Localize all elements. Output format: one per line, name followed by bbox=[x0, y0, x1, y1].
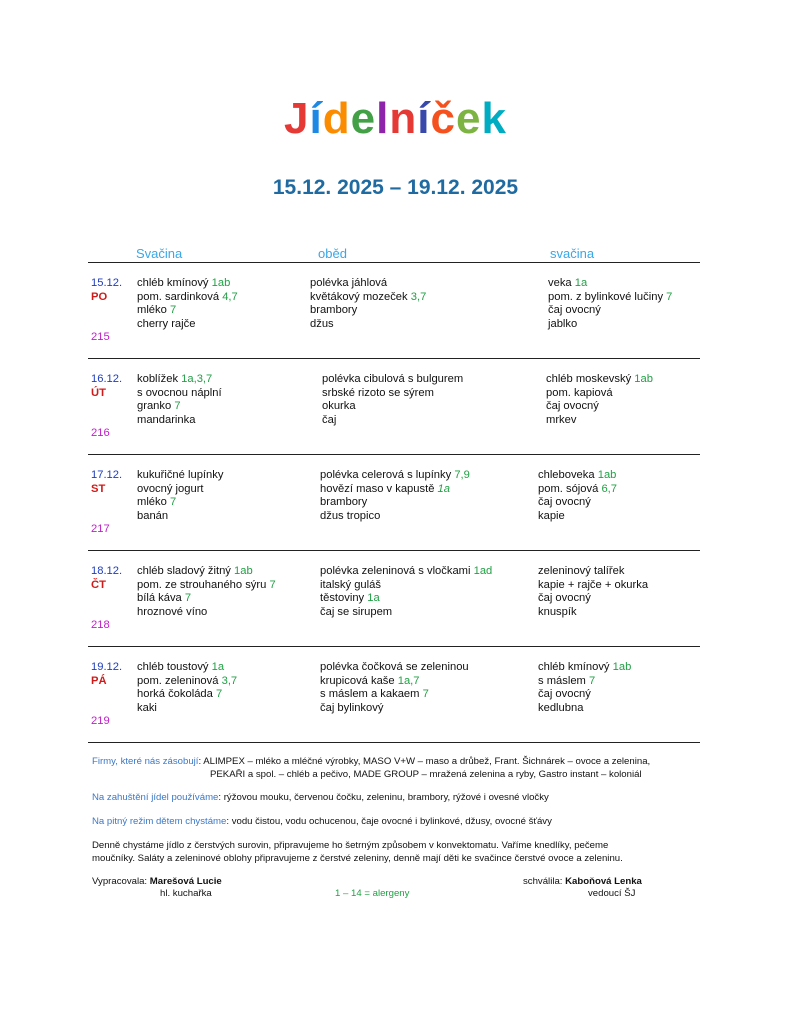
dish-name: mléko bbox=[137, 496, 170, 508]
dish-name: brambory bbox=[320, 496, 368, 508]
dish-name: polévka čočková se zeleninou bbox=[320, 661, 469, 673]
title-letter: č bbox=[430, 94, 456, 143]
menu-item bbox=[538, 510, 617, 524]
allergen-code: 7 bbox=[169, 496, 177, 508]
approved-by bbox=[523, 876, 642, 887]
dish-name: mléko bbox=[137, 304, 170, 316]
drinking-note bbox=[92, 815, 702, 828]
day-label bbox=[91, 277, 122, 345]
menu-item bbox=[548, 304, 672, 318]
afternoon-snack-column bbox=[538, 661, 631, 715]
lunch-column bbox=[320, 661, 469, 715]
day-index: 215 bbox=[91, 331, 110, 343]
menu-item bbox=[137, 496, 223, 510]
menu-item bbox=[322, 414, 463, 428]
allergen-code: 1ab bbox=[597, 469, 617, 481]
menu-item bbox=[137, 565, 276, 579]
dish-name: kaki bbox=[137, 701, 157, 714]
dish-name: květákový mozeček bbox=[310, 290, 411, 303]
dish-name: banán bbox=[137, 509, 169, 522]
menu-item bbox=[546, 373, 653, 387]
dish-name: čaj bbox=[322, 413, 337, 426]
menu-item bbox=[137, 373, 222, 387]
suppliers-note bbox=[92, 755, 702, 781]
menu-item bbox=[320, 469, 470, 483]
menu-item bbox=[310, 318, 426, 332]
column-header-lunch: oběd bbox=[318, 246, 347, 261]
thickening-note bbox=[92, 791, 702, 804]
drinking-text: : vodu čistou, vodu ochucenou, čaje ovocné i bylinkové, džusy, ovocné šťávy bbox=[226, 816, 552, 827]
dish-name: pom. kapiová bbox=[546, 386, 613, 399]
allergen-code: 7 bbox=[216, 688, 223, 700]
menu-item bbox=[546, 387, 653, 401]
dish-name: polévka zeleninová s vločkami bbox=[320, 565, 474, 577]
dish-name: čaj ovocný bbox=[538, 496, 591, 508]
dish-name: hovězí maso v kapustě bbox=[320, 482, 438, 495]
day-label bbox=[91, 661, 122, 729]
allergen-code: 1a bbox=[211, 661, 225, 673]
allergen-code: 1a bbox=[437, 482, 450, 495]
menu-item bbox=[137, 387, 222, 401]
menu-item bbox=[548, 277, 672, 291]
menu-item bbox=[137, 510, 223, 524]
row-divider bbox=[88, 454, 700, 455]
dish-name: čaj ovocný bbox=[538, 688, 591, 700]
allergen-code: 1ab bbox=[634, 373, 653, 385]
menu-item bbox=[548, 318, 672, 332]
allergen-code: 1ab bbox=[234, 565, 253, 577]
menu-item bbox=[310, 304, 426, 318]
menu-item bbox=[320, 483, 470, 497]
menu-item bbox=[322, 400, 463, 414]
menu-item bbox=[137, 661, 237, 675]
dish-name: chléb kmínový bbox=[137, 277, 212, 289]
allergen-code: 1a bbox=[367, 592, 380, 604]
menu-item bbox=[538, 483, 617, 497]
dish-name: horká čokoláda bbox=[137, 688, 216, 700]
allergen-code: 1ab bbox=[612, 661, 632, 673]
allergen-code: 7 bbox=[666, 290, 673, 303]
menu-item bbox=[322, 373, 463, 387]
dish-name: čaj bylinkový bbox=[320, 701, 384, 714]
dish-name: krupicová kaše bbox=[320, 674, 398, 687]
allergen-code: 1a bbox=[574, 277, 588, 289]
dish-name: s ovocnou náplní bbox=[137, 386, 222, 399]
dish-name: čaj se sirupem bbox=[320, 605, 393, 618]
date-range: 15.12. 2025 – 19.12. 2025 bbox=[272, 176, 519, 199]
allergen-code: 7 bbox=[169, 304, 177, 316]
dish-name: zeleninový talířek bbox=[538, 565, 625, 577]
dish-name: chleboveka bbox=[538, 469, 598, 481]
dish-name: těstoviny bbox=[320, 592, 368, 604]
day-abbr: PO bbox=[91, 290, 108, 303]
menu-item bbox=[137, 675, 237, 689]
dish-name: pom. zeleninová bbox=[137, 674, 222, 687]
morning-snack-column bbox=[137, 373, 222, 427]
menu-item bbox=[320, 675, 469, 689]
suppliers-text-2: PEKAŘI a spol. – chléb a pečivo, MADE GROUP – mražená zelenina a ryby, Gastro instant – koloniál bbox=[210, 769, 642, 780]
row-divider bbox=[88, 358, 700, 359]
dish-name: chléb sladový žitný bbox=[137, 565, 235, 577]
title-letter: k bbox=[481, 94, 507, 143]
row-divider bbox=[88, 550, 700, 551]
menu-item bbox=[548, 291, 672, 305]
menu-item bbox=[310, 277, 426, 291]
lunch-column bbox=[322, 373, 463, 427]
title-letter: í bbox=[417, 94, 431, 143]
dish-name: brambory bbox=[310, 304, 358, 316]
morning-snack-column bbox=[137, 661, 237, 715]
menu-item bbox=[320, 661, 469, 675]
dish-name: džus tropico bbox=[320, 509, 381, 522]
dish-name: s máslem bbox=[538, 674, 589, 687]
day-label bbox=[91, 565, 122, 633]
allergen-code: 6,7 bbox=[601, 482, 617, 495]
title-letter: d bbox=[322, 94, 351, 143]
thickening-label: Na zahuštění jídel používáme bbox=[92, 792, 219, 803]
dish-name: s máslem a kakaem bbox=[320, 688, 423, 700]
dish-name: polévka celerová s lupínky bbox=[320, 469, 455, 481]
menu-item bbox=[137, 291, 238, 305]
dish-name: srbské rizoto se sýrem bbox=[322, 386, 434, 399]
allergen-code: 7 bbox=[269, 578, 276, 591]
dish-name: ovocný jogurt bbox=[137, 482, 204, 495]
menu-item bbox=[320, 592, 492, 606]
day-date: 19.12. bbox=[91, 661, 123, 673]
menu-item bbox=[320, 606, 492, 620]
title-letter: e bbox=[350, 94, 377, 143]
dish-name: granko bbox=[137, 400, 175, 412]
menu-item bbox=[538, 702, 631, 716]
allergen-legend: 1 – 14 = alergeny bbox=[335, 888, 410, 899]
dish-name: polévka cibulová s bulgurem bbox=[322, 373, 464, 385]
menu-item bbox=[538, 661, 631, 675]
menu-item bbox=[320, 496, 470, 510]
dish-name: čaj ovocný bbox=[546, 400, 599, 412]
day-abbr: ÚT bbox=[91, 386, 106, 399]
allergen-code: 1ab bbox=[211, 277, 231, 289]
menu-item bbox=[538, 592, 648, 606]
page-title bbox=[0, 94, 791, 144]
suppliers-label: Firmy, které nás zásobují bbox=[92, 756, 199, 767]
approved-name: Kaboňová Lenka bbox=[565, 876, 642, 887]
dish-name: chléb toustový bbox=[137, 661, 212, 673]
allergen-code: 7 bbox=[184, 592, 192, 604]
day-abbr: ST bbox=[91, 482, 106, 495]
day-abbr: PÁ bbox=[91, 674, 107, 687]
day-date: 17.12. bbox=[91, 469, 123, 481]
dish-name: polévka jáhlová bbox=[310, 277, 388, 289]
day-index: 219 bbox=[91, 715, 110, 727]
dish-name: mrkev bbox=[546, 413, 577, 426]
suppliers-text: : ALIMPEX – mléko a mléčné výrobky, MASO V+W – maso a drůbež, Frant. Šichnárek – ovoce a zelenina, bbox=[198, 756, 651, 767]
title-letter: e bbox=[455, 94, 482, 143]
title-letter: J bbox=[284, 94, 310, 143]
daily-text-1: Denně chystáme jídlo z čerstvých surovin, připravujeme ho šetrným způsobem v konvektomatu. Vaříme knedlíky, pečeme bbox=[92, 840, 609, 851]
row-divider bbox=[88, 742, 700, 743]
dish-name: pom. ze strouhaného sýru bbox=[137, 578, 270, 591]
approved-label: schválila: bbox=[523, 876, 566, 887]
approved-role: vedoucí ŠJ bbox=[588, 888, 636, 899]
menu-item bbox=[137, 592, 276, 606]
menu-item bbox=[538, 565, 648, 579]
dish-name: pom. z bylinkové lučiny bbox=[548, 290, 667, 303]
dish-name: džus bbox=[310, 317, 334, 330]
dish-name: kapie + rajče + okurka bbox=[538, 578, 649, 591]
column-header-morning-snack: Svačina bbox=[136, 246, 183, 261]
menu-item bbox=[538, 688, 631, 702]
menu-item bbox=[320, 688, 469, 702]
daily-text-2: moučníky. Saláty a zeleninové oblohy připravujeme z čerstvé zeleniny, denně mají děti ke svačince čerstvé ovoce a zeleninu. bbox=[92, 853, 623, 864]
dish-name: knuspík bbox=[538, 605, 577, 618]
morning-snack-column bbox=[137, 469, 223, 523]
day-index: 217 bbox=[91, 523, 110, 535]
allergen-code: 3,7 bbox=[410, 290, 427, 303]
afternoon-snack-column bbox=[546, 373, 653, 427]
allergen-code: 7 bbox=[174, 400, 181, 412]
menu-item bbox=[320, 565, 492, 579]
menu-item bbox=[310, 291, 426, 305]
dish-name: cherry rajče bbox=[137, 317, 196, 330]
menu-item bbox=[137, 304, 238, 318]
menu-item bbox=[538, 496, 617, 510]
day-label bbox=[91, 373, 122, 441]
dish-name: bílá káva bbox=[137, 592, 185, 604]
dish-name: chléb kmínový bbox=[538, 661, 613, 673]
menu-item bbox=[137, 318, 238, 332]
lunch-column bbox=[310, 277, 426, 331]
dish-name: kedlubna bbox=[538, 701, 584, 714]
menu-item bbox=[320, 579, 492, 593]
allergen-code: 7 bbox=[588, 674, 596, 687]
day-index: 216 bbox=[91, 427, 110, 439]
prepared-label: Vypracovala: bbox=[92, 876, 150, 887]
menu-item bbox=[546, 400, 653, 414]
menu-item bbox=[546, 414, 653, 428]
dish-name: pom. sardinková bbox=[137, 290, 223, 303]
allergen-code: 3,7 bbox=[221, 674, 238, 687]
title-letter: n bbox=[389, 94, 418, 143]
menu-item bbox=[538, 579, 648, 593]
prepared-name: Marešová Lucie bbox=[149, 876, 222, 887]
dish-name: čaj ovocný bbox=[538, 592, 591, 604]
dish-name: hroznové víno bbox=[137, 605, 208, 618]
menu-item bbox=[137, 702, 237, 716]
menu-item bbox=[137, 414, 222, 428]
dish-name: veka bbox=[548, 277, 575, 289]
drinking-label: Na pitný režim dětem chystáme bbox=[92, 816, 227, 827]
lunch-column bbox=[320, 565, 492, 619]
menu-item bbox=[538, 675, 631, 689]
daily-note bbox=[92, 839, 702, 865]
allergen-code: 4,7 bbox=[222, 290, 238, 303]
day-label bbox=[91, 469, 122, 537]
allergen-code: 1ad bbox=[473, 565, 493, 577]
title-letter: í bbox=[309, 94, 323, 143]
menu-item bbox=[137, 277, 238, 291]
allergen-code: 7,9 bbox=[454, 469, 470, 481]
prepared-role: hl. kuchařka bbox=[160, 888, 212, 899]
menu-item bbox=[320, 510, 470, 524]
menu-item bbox=[322, 387, 463, 401]
dish-name: kapie bbox=[538, 509, 565, 522]
day-abbr: ČT bbox=[91, 578, 106, 591]
dish-name: mandarinka bbox=[137, 413, 196, 426]
menu-item bbox=[320, 702, 469, 716]
dish-name: kukuřičné lupínky bbox=[137, 469, 224, 481]
afternoon-snack-column bbox=[538, 469, 617, 523]
dish-name: čaj ovocný bbox=[548, 304, 601, 316]
day-date: 16.12. bbox=[91, 373, 123, 385]
allergen-code: 7 bbox=[422, 688, 429, 700]
menu-item bbox=[137, 400, 222, 414]
day-index: 218 bbox=[91, 619, 110, 631]
dish-name: pom. sójová bbox=[538, 482, 602, 495]
menu-item bbox=[538, 606, 648, 620]
header-divider bbox=[88, 262, 700, 263]
menu-item bbox=[137, 579, 276, 593]
thickening-text: : rýžovou mouku, červenou čočku, zeleninu, brambory, rýžové i ovesné vločky bbox=[218, 792, 549, 803]
allergen-code: 1a,3,7 bbox=[181, 373, 213, 385]
dish-name: jablko bbox=[548, 317, 578, 330]
dish-name: chléb moskevský bbox=[546, 373, 635, 385]
afternoon-snack-column bbox=[538, 565, 648, 619]
dish-name: okurka bbox=[322, 400, 356, 412]
menu-item bbox=[137, 606, 276, 620]
menu-item bbox=[137, 483, 223, 497]
afternoon-snack-column bbox=[548, 277, 672, 331]
day-date: 15.12. bbox=[91, 277, 123, 289]
dish-name: koblížek bbox=[137, 373, 182, 385]
row-divider bbox=[88, 646, 700, 647]
column-header-afternoon-snack: svačina bbox=[550, 246, 595, 261]
menu-item bbox=[538, 469, 617, 483]
dish-name: italský guláš bbox=[320, 578, 381, 591]
allergen-code: 1a,7 bbox=[397, 674, 420, 687]
morning-snack-column bbox=[137, 565, 276, 619]
menu-item bbox=[137, 469, 223, 483]
prepared-by bbox=[92, 876, 222, 887]
lunch-column bbox=[320, 469, 470, 523]
title-letter: l bbox=[376, 94, 390, 143]
day-date: 18.12. bbox=[91, 565, 123, 577]
morning-snack-column bbox=[137, 277, 238, 331]
menu-item bbox=[137, 688, 237, 702]
